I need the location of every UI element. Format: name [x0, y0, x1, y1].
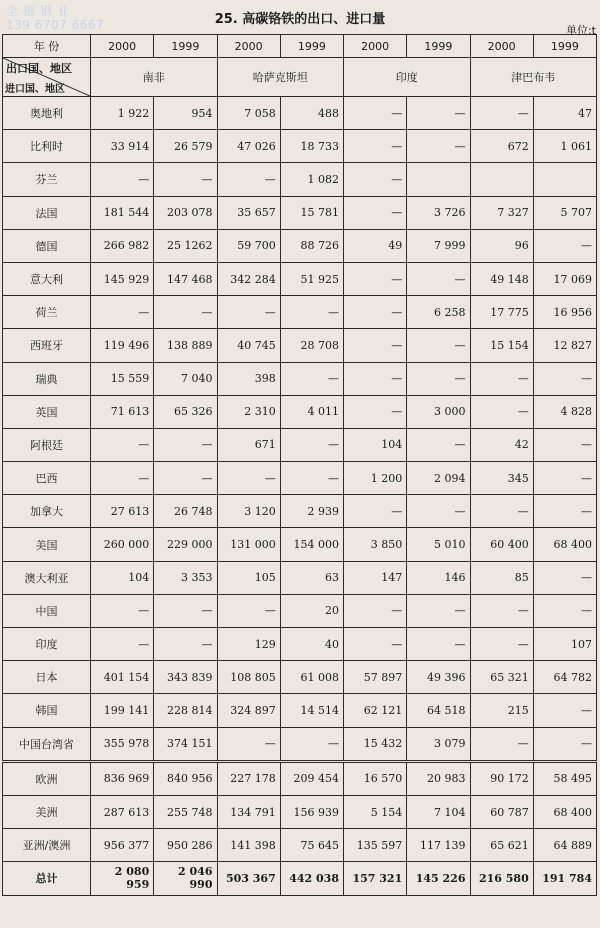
value-cell: 117 139	[407, 829, 470, 862]
value-cell: 104	[344, 428, 407, 461]
value-cell: 119 496	[91, 329, 154, 362]
year-header-row	[3, 35, 597, 58]
value-cell: 836 969	[91, 761, 154, 795]
value-cell: 345	[470, 462, 533, 495]
value-cell: 63	[280, 561, 343, 594]
value-cell: —	[407, 329, 470, 362]
year-header: 1999	[533, 35, 596, 58]
value-cell: 104	[91, 561, 154, 594]
value-cell: —	[470, 97, 533, 130]
value-cell: —	[533, 362, 596, 395]
value-cell: —	[533, 462, 596, 495]
importer-cell: 德国	[3, 229, 91, 262]
value-cell: —	[344, 97, 407, 130]
value-cell: —	[91, 428, 154, 461]
value-cell: —	[470, 594, 533, 627]
value-cell: 65 621	[470, 829, 533, 862]
value-cell: 68 400	[533, 528, 596, 561]
value-cell: —	[154, 163, 217, 196]
value-cell: 58 495	[533, 761, 596, 795]
importer-cell: 意大利	[3, 262, 91, 295]
value-cell: 5 154	[344, 795, 407, 828]
value-cell: 950 286	[154, 829, 217, 862]
importer-cell: 澳大利亚	[3, 561, 91, 594]
value-cell: 260 000	[91, 528, 154, 561]
value-cell: —	[217, 727, 280, 761]
value-cell: —	[470, 362, 533, 395]
value-cell: 15 781	[280, 196, 343, 229]
value-cell: —	[470, 628, 533, 661]
table-row	[3, 694, 597, 727]
value-cell: 131 000	[217, 528, 280, 561]
value-cell: 108 805	[217, 661, 280, 694]
value-cell: —	[280, 462, 343, 495]
value-cell: —	[344, 130, 407, 163]
year-header: 2000	[470, 35, 533, 58]
table-row	[3, 628, 597, 661]
value-cell: 1 061	[533, 130, 596, 163]
value-cell: 12 827	[533, 329, 596, 362]
page-title: 25. 高碳铬铁的出口、进口量	[214, 12, 386, 27]
value-cell: —	[154, 428, 217, 461]
diagonal-header-cell	[3, 58, 91, 97]
value-cell: 47	[533, 97, 596, 130]
exporter-header-row	[3, 58, 597, 97]
importer-cell: 韩国	[3, 694, 91, 727]
value-cell: 488	[280, 97, 343, 130]
value-cell: —	[280, 362, 343, 395]
importer-cell: 加拿大	[3, 495, 91, 528]
value-cell: 255 748	[154, 795, 217, 828]
value-cell: 215	[470, 694, 533, 727]
value-cell: 57 897	[344, 661, 407, 694]
importer-cell: 英国	[3, 395, 91, 428]
importer-cell: 日本	[3, 661, 91, 694]
value-cell: 138 889	[154, 329, 217, 362]
value-cell: —	[533, 561, 596, 594]
value-cell: 266 982	[91, 229, 154, 262]
value-cell: 343 839	[154, 661, 217, 694]
value-cell: 157 321	[344, 862, 407, 895]
value-cell: —	[407, 628, 470, 661]
value-cell: 209 454	[280, 761, 343, 795]
value-cell: —	[470, 395, 533, 428]
table-row	[3, 262, 597, 295]
value-cell: 85	[470, 561, 533, 594]
value-cell: —	[154, 594, 217, 627]
value-cell: 90 172	[470, 761, 533, 795]
value-cell: 2 939	[280, 495, 343, 528]
value-cell: 17 775	[470, 296, 533, 329]
importer-cell: 总计	[3, 862, 91, 895]
import-label: 进口国、地区	[5, 84, 65, 95]
value-cell: 129	[217, 628, 280, 661]
value-cell: 227 178	[217, 761, 280, 795]
value-cell: —	[533, 727, 596, 761]
importer-cell: 法国	[3, 196, 91, 229]
value-cell: 442 038	[280, 862, 343, 895]
value-cell: 145 226	[407, 862, 470, 895]
value-cell: 228 814	[154, 694, 217, 727]
value-cell: 191 784	[533, 862, 596, 895]
value-cell: 145 929	[91, 262, 154, 295]
importer-cell: 美洲	[3, 795, 91, 828]
value-cell: 27 613	[91, 495, 154, 528]
value-cell: 398	[217, 362, 280, 395]
value-cell: —	[344, 262, 407, 295]
value-cell: 2 080 959	[91, 862, 154, 895]
value-cell: 107	[533, 628, 596, 661]
table-row	[3, 495, 597, 528]
value-cell: —	[344, 395, 407, 428]
value-cell: 35 657	[217, 196, 280, 229]
value-cell: 16 956	[533, 296, 596, 329]
unit-label: 单位:t	[565, 24, 596, 37]
value-cell: 374 151	[154, 727, 217, 761]
value-cell: 5 010	[407, 528, 470, 561]
value-cell: 61 008	[280, 661, 343, 694]
value-cell: 15 559	[91, 362, 154, 395]
value-cell: 14 514	[280, 694, 343, 727]
value-cell: —	[280, 727, 343, 761]
value-cell: 229 000	[154, 528, 217, 561]
value-cell: 7 104	[407, 795, 470, 828]
value-cell	[470, 163, 533, 196]
value-cell: 65 321	[470, 661, 533, 694]
value-cell: 49 396	[407, 661, 470, 694]
value-cell: —	[533, 594, 596, 627]
value-cell: 503 367	[217, 862, 280, 895]
value-cell: 287 613	[91, 795, 154, 828]
value-cell: —	[344, 163, 407, 196]
value-cell: 47 026	[217, 130, 280, 163]
value-cell: 3 120	[217, 495, 280, 528]
value-cell: —	[407, 428, 470, 461]
watermark-company: 全德钢业	[6, 4, 75, 18]
value-cell: —	[217, 594, 280, 627]
value-cell: —	[407, 262, 470, 295]
value-cell: —	[533, 694, 596, 727]
value-cell: —	[154, 462, 217, 495]
value-cell: 28 708	[280, 329, 343, 362]
value-cell: 401 154	[91, 661, 154, 694]
table-row	[3, 528, 597, 561]
value-cell: 181 544	[91, 196, 154, 229]
value-cell: —	[344, 296, 407, 329]
importer-cell: 瑞典	[3, 362, 91, 395]
value-cell: —	[407, 362, 470, 395]
value-cell: 5 707	[533, 196, 596, 229]
value-cell: 42	[470, 428, 533, 461]
value-cell: —	[91, 594, 154, 627]
value-cell: —	[280, 428, 343, 461]
value-cell: 342 284	[217, 262, 280, 295]
value-cell: —	[154, 296, 217, 329]
exporter-header: 津巴布韦	[470, 58, 597, 97]
value-cell: —	[470, 727, 533, 761]
table-row	[3, 329, 597, 362]
table-row	[3, 296, 597, 329]
value-cell	[407, 163, 470, 196]
value-cell: —	[533, 428, 596, 461]
value-cell: 3 079	[407, 727, 470, 761]
exporter-header: 哈萨克斯坦	[217, 58, 344, 97]
data-table	[2, 34, 597, 896]
table-row	[3, 862, 597, 895]
table-row	[3, 362, 597, 395]
year-label: 年 份	[3, 35, 91, 58]
value-cell: 1 200	[344, 462, 407, 495]
importer-cell: 中国	[3, 594, 91, 627]
value-cell: 216 580	[470, 862, 533, 895]
value-cell: —	[533, 229, 596, 262]
value-cell	[533, 163, 596, 196]
importer-cell: 阿根廷	[3, 428, 91, 461]
value-cell: —	[217, 296, 280, 329]
importer-cell: 巴西	[3, 462, 91, 495]
value-cell: 64 782	[533, 661, 596, 694]
table-row	[3, 428, 597, 461]
year-header: 1999	[154, 35, 217, 58]
importer-cell: 欧洲	[3, 761, 91, 795]
value-cell: 156 939	[280, 795, 343, 828]
value-cell: 147	[344, 561, 407, 594]
value-cell: 7 999	[407, 229, 470, 262]
value-cell: 59 700	[217, 229, 280, 262]
value-cell: 4 011	[280, 395, 343, 428]
value-cell: —	[407, 495, 470, 528]
value-cell: 25 1262	[154, 229, 217, 262]
value-cell: 146	[407, 561, 470, 594]
value-cell: —	[470, 495, 533, 528]
importer-cell: 亚洲/澳洲	[3, 829, 91, 862]
value-cell: 324 897	[217, 694, 280, 727]
value-cell: —	[407, 594, 470, 627]
value-cell: 17 069	[533, 262, 596, 295]
importer-cell: 荷兰	[3, 296, 91, 329]
value-cell: 105	[217, 561, 280, 594]
value-cell: 956 377	[91, 829, 154, 862]
value-cell: 2 094	[407, 462, 470, 495]
value-cell: 26 579	[154, 130, 217, 163]
value-cell: —	[91, 296, 154, 329]
value-cell: 672	[470, 130, 533, 163]
value-cell: 20 983	[407, 761, 470, 795]
value-cell: 16 570	[344, 761, 407, 795]
value-cell: 2 310	[217, 395, 280, 428]
value-cell: 40 745	[217, 329, 280, 362]
value-cell: 75 645	[280, 829, 343, 862]
value-cell: 68 400	[533, 795, 596, 828]
importer-cell: 印度	[3, 628, 91, 661]
importer-cell: 比利时	[3, 130, 91, 163]
value-cell: 7 058	[217, 97, 280, 130]
value-cell: 154 000	[280, 528, 343, 561]
table-row	[3, 795, 597, 828]
value-cell: 64 518	[407, 694, 470, 727]
value-cell: 840 956	[154, 761, 217, 795]
value-cell: 26 748	[154, 495, 217, 528]
importer-cell: 奥地利	[3, 97, 91, 130]
value-cell: 135 597	[344, 829, 407, 862]
value-cell: 60 400	[470, 528, 533, 561]
value-cell: —	[344, 196, 407, 229]
value-cell: 71 613	[91, 395, 154, 428]
value-cell: 15 432	[344, 727, 407, 761]
year-header: 1999	[280, 35, 343, 58]
value-cell: 199 141	[91, 694, 154, 727]
year-header: 2000	[344, 35, 407, 58]
table-row	[3, 97, 597, 130]
value-cell: 671	[217, 428, 280, 461]
table-row	[3, 130, 597, 163]
value-cell: 1 922	[91, 97, 154, 130]
value-cell: 7 327	[470, 196, 533, 229]
value-cell: —	[407, 97, 470, 130]
value-cell: 4 828	[533, 395, 596, 428]
value-cell: —	[91, 628, 154, 661]
value-cell: 3 353	[154, 561, 217, 594]
value-cell: 20	[280, 594, 343, 627]
value-cell: —	[280, 296, 343, 329]
table-row	[3, 462, 597, 495]
value-cell: 3 726	[407, 196, 470, 229]
importer-cell: 芬兰	[3, 163, 91, 196]
value-cell: 18 733	[280, 130, 343, 163]
table-row	[3, 594, 597, 627]
value-cell: 96	[470, 229, 533, 262]
value-cell: 60 787	[470, 795, 533, 828]
exporter-header: 南非	[91, 58, 218, 97]
value-cell: 7 040	[154, 362, 217, 395]
value-cell: —	[344, 594, 407, 627]
value-cell: —	[217, 163, 280, 196]
watermark-phone: 139 6707 6667	[6, 18, 105, 32]
value-cell: —	[217, 462, 280, 495]
value-cell: —	[344, 362, 407, 395]
table-body	[3, 97, 597, 896]
value-cell: 51 925	[280, 262, 343, 295]
export-label: 出口国、地区	[6, 62, 72, 75]
table-row	[3, 163, 597, 196]
value-cell: 40	[280, 628, 343, 661]
value-cell: —	[344, 628, 407, 661]
importer-cell: 西班牙	[3, 329, 91, 362]
value-cell: —	[344, 329, 407, 362]
value-cell: —	[91, 462, 154, 495]
value-cell: 88 726	[280, 229, 343, 262]
importer-cell: 中国台湾省	[3, 727, 91, 761]
value-cell: 954	[154, 97, 217, 130]
table-row	[3, 727, 597, 761]
value-cell: 3 000	[407, 395, 470, 428]
year-header: 2000	[91, 35, 154, 58]
importer-cell: 美国	[3, 528, 91, 561]
value-cell: —	[91, 163, 154, 196]
value-cell: 49	[344, 229, 407, 262]
value-cell: —	[154, 628, 217, 661]
table-row	[3, 196, 597, 229]
year-header: 1999	[407, 35, 470, 58]
table-row	[3, 395, 597, 428]
table-row	[3, 229, 597, 262]
value-cell: 15 154	[470, 329, 533, 362]
value-cell: 33 914	[91, 130, 154, 163]
exporter-header: 印度	[344, 58, 471, 97]
value-cell: —	[407, 130, 470, 163]
table-row	[3, 829, 597, 862]
value-cell: 1 082	[280, 163, 343, 196]
value-cell: 134 791	[217, 795, 280, 828]
value-cell: 2 046 990	[154, 862, 217, 895]
value-cell: 147 468	[154, 262, 217, 295]
year-header: 2000	[217, 35, 280, 58]
value-cell: 355 978	[91, 727, 154, 761]
value-cell: 64 889	[533, 829, 596, 862]
table-row	[3, 761, 597, 795]
value-cell: 203 078	[154, 196, 217, 229]
value-cell: 62 121	[344, 694, 407, 727]
value-cell: 49 148	[470, 262, 533, 295]
value-cell: 65 326	[154, 395, 217, 428]
value-cell: 6 258	[407, 296, 470, 329]
table-row	[3, 561, 597, 594]
value-cell: 141 398	[217, 829, 280, 862]
value-cell: 3 850	[344, 528, 407, 561]
table-row	[3, 661, 597, 694]
value-cell: —	[533, 495, 596, 528]
value-cell: —	[344, 495, 407, 528]
